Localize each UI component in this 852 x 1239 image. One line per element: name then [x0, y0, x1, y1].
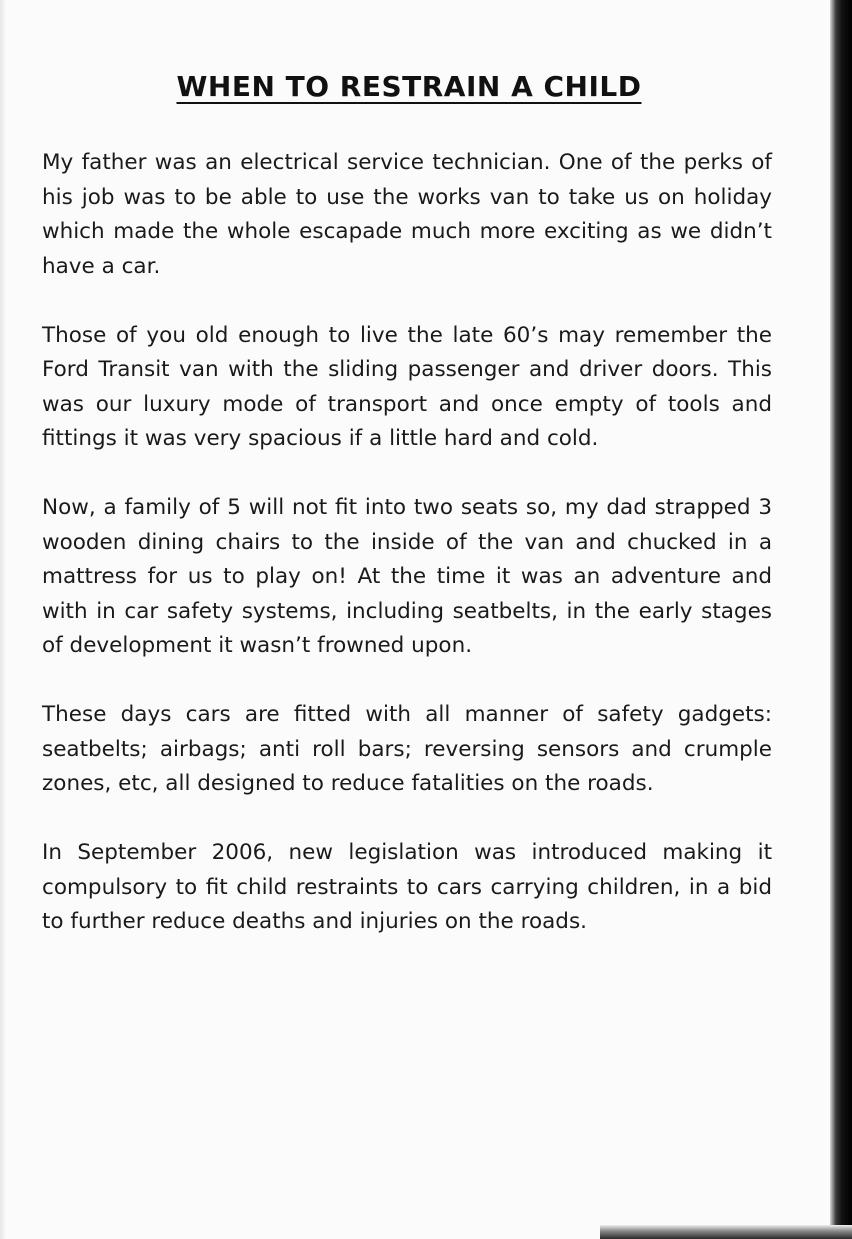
paragraph-1: My father was an electrical service technician. One of the perks of his job was to be able to use the works van to take us on holiday which made the whole escapade much more exciting as we didn’t have a car. [42, 150, 772, 279]
body-text [42, 146, 772, 974]
page-title [0, 70, 818, 103]
paragraph-5: In September 2006, new legislation was introduced making it compulsory to fit child restraints to cars carrying children, in a bid to further reduce deaths and injuries on the roads. [42, 840, 772, 934]
paragraph-2: Those of you old enough to live the late 60’s may remember the Ford Transit van with the sliding passenger and driver doors. This was our luxury mode of transport and once empty of tools and fittings it was very spacious if a little hard and cold. [42, 322, 772, 451]
scan-left-shadow [0, 0, 6, 1239]
scan-binding-edge [830, 0, 852, 1239]
scan-bottom-edge [600, 1225, 852, 1239]
paragraph-3: Now, a family of 5 will not fit into two seats so, my dad strapped 3 wooden dining chairs to the inside of the van and chucked in a mattress for us to play on! At the time it was an adventure and with in car safety systems, including seatbelts, in the early stages of development it wasn’t frowned upon. [42, 495, 772, 658]
page-title-text: WHEN TO RESTRAIN A CHILD [176, 70, 642, 103]
paragraph-4: These days cars are fitted with all manner of safety gadgets: seatbelts; airbags; anti roll bars; reversing sensors and crumple zones, etc, all designed to reduce fatalities on the roads. [42, 702, 772, 796]
